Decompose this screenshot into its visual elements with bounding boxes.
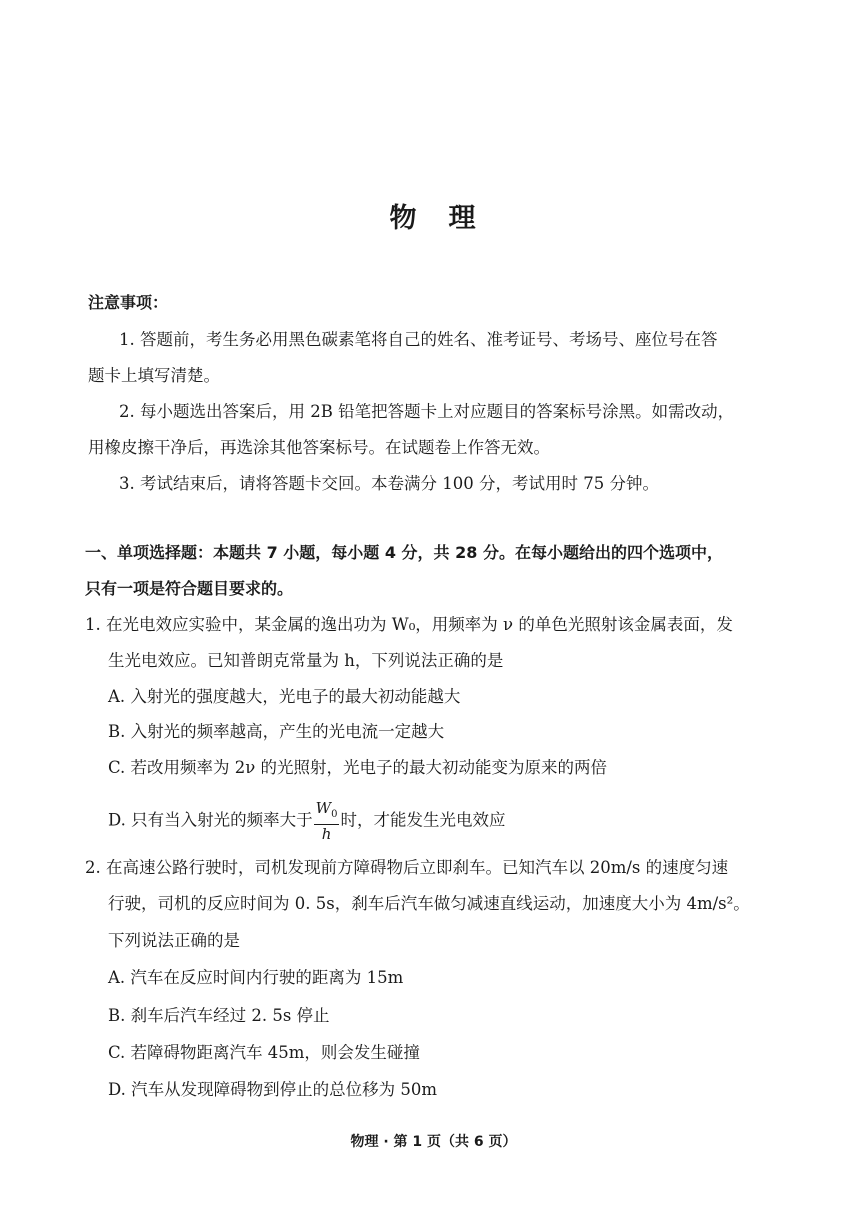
title-char-1: 物	[389, 203, 419, 234]
notice-item-3: 3. 考试结束后，请将答题卡交回。本卷满分 100 分，考试用时 75 分钟。	[119, 474, 659, 493]
notice-item-2-line-2: 用橡皮擦干净后，再选涂其他答案标号。在试题卷上作答无效。	[88, 438, 550, 457]
question-2-option-c: C. 若障碍物距离汽车 45m，则会发生碰撞	[108, 1043, 420, 1062]
fraction-w0-over-h	[314, 799, 340, 843]
question-2-option-b: B. 刹车后汽车经过 2. 5s 停止	[108, 1006, 330, 1025]
fraction-numerator-subscript: 0	[331, 809, 338, 820]
page-footer: 物理 · 第 1 页（共 6 页）	[350, 1134, 517, 1150]
notice-item-1-line-1: 1. 答题前，考生务必用黑色碳素笔将自己的姓名、准考证号、考场号、座位号在答	[119, 330, 718, 349]
question-1-option-d-prefix: D. 只有当入射光的频率大于	[108, 810, 313, 830]
question-1-option-a: A. 入射光的强度越大，光电子的最大初动能越大	[108, 687, 461, 706]
notice-item-1-line-2: 题卡上填写清楚。	[88, 366, 220, 385]
question-1-option-d	[108, 799, 505, 843]
question-1-line-1: 1. 在光电效应实验中，某金属的逸出功为 W₀，用频率为 ν 的单色光照射该金属表面，发	[85, 615, 733, 634]
question-2-option-d: D. 汽车从发现障碍物到停止的总位移为 50m	[108, 1080, 438, 1099]
section-1-heading-line-1: 一、单项选择题：本题共 7 小题，每小题 4 分，共 28 分。在每小题给出的四个选项中，	[85, 543, 723, 562]
question-1-option-d-suffix: 时，才能发生光电效应	[340, 810, 506, 830]
question-2-line-3: 下列说法正确的是	[108, 931, 240, 950]
page-title	[0, 196, 867, 235]
notice-heading: 注意事项：	[88, 293, 169, 312]
question-1-option-c: C. 若改用频率为 2ν 的光照射，光电子的最大初动能变为原来的两倍	[108, 758, 608, 777]
question-1-option-b: B. 入射光的频率越高，产生的光电流一定越大	[108, 722, 445, 741]
question-2-line-2: 行驶，司机的反应时间为 0. 5s，刹车后汽车做匀减速直线运动，加速度大小为 4m/s²。	[108, 894, 750, 913]
question-1-line-2: 生光电效应。已知普朗克常量为 h，下列说法正确的是	[108, 651, 504, 670]
fraction-numerator: W	[315, 799, 332, 817]
section-1-heading-line-2: 只有一项是符合题目要求的。	[85, 579, 294, 598]
question-2-option-a: A. 汽车在反应时间内行驶的距离为 15m	[108, 968, 404, 987]
question-2-line-1: 2. 在高速公路行驶时，司机发现前方障碍物后立即刹车。已知汽车以 20m/s 的速度匀速	[85, 858, 729, 877]
fraction-denominator: h	[321, 825, 332, 843]
title-char-2: 理	[448, 203, 478, 234]
notice-item-2-line-1: 2. 每小题选出答案后，用 2B 铅笔把答题卡上对应题目的答案标号涂黑。如需改动，	[119, 402, 735, 421]
